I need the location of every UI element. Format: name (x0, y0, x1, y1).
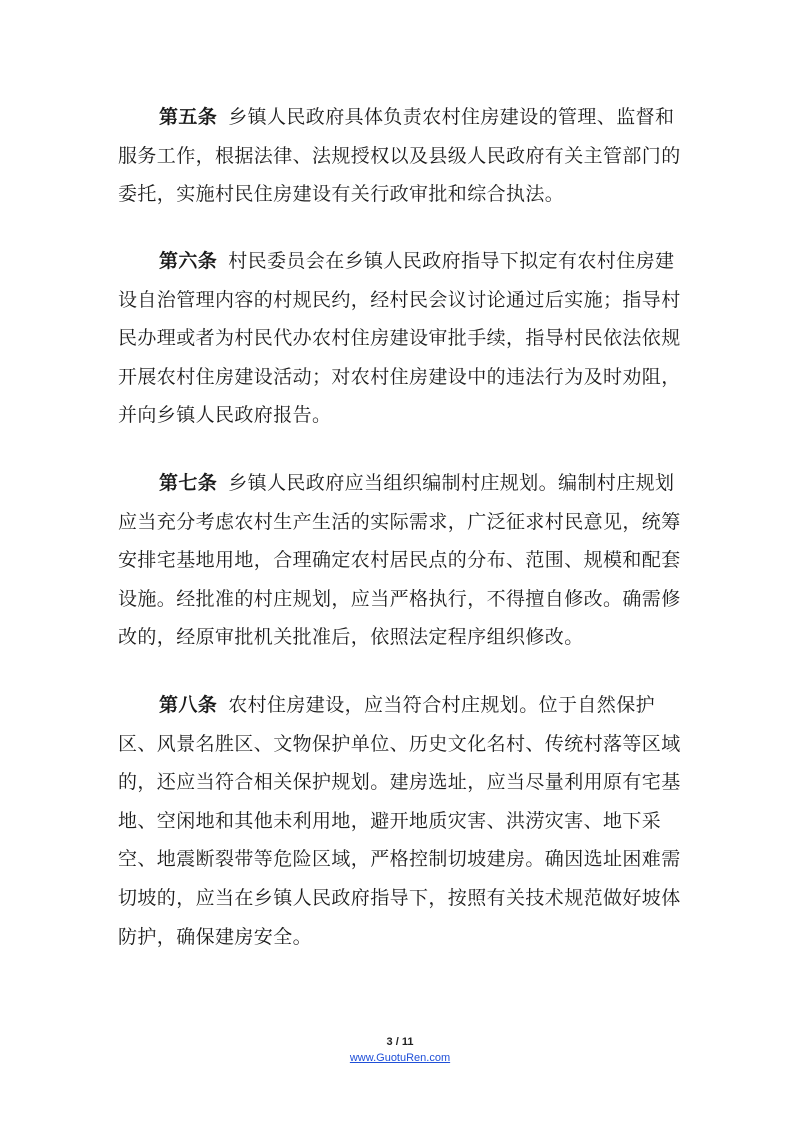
article-5-label: 第五条 (159, 106, 218, 128)
site-link[interactable]: www.GuotuRen.com (349, 1052, 451, 1064)
article-5-text: 乡镇人民政府具体负责农村住房建设的管理、监督和服务工作，根据法律、法规授权以及县级人民政府有关主管部门的委托，实施村民住房建设有关行政审批和综合执法。 (118, 106, 681, 206)
article-5 (118, 98, 688, 214)
article-8-label: 第八条 (159, 694, 218, 716)
page-number: 3 / 11 (386, 1036, 414, 1048)
article-7-label: 第七条 (159, 472, 218, 494)
article-7 (118, 464, 688, 657)
article-8 (118, 686, 688, 956)
article-7-text: 乡镇人民政府应当组织编制村庄规划。编制村庄规划应当充分考虑农村生产生活的实际需求，广泛征求村民意见，统筹安排宅基地用地，合理确定农村居民点的分布、范围、规模和配套设施。经批准的村庄规划，应当严格执行，不得擅自修改。确需修改的，经原审批机关批准后，依照法定程序组织修改。 (118, 472, 681, 649)
article-8-text: 农村住房建设，应当符合村庄规划。位于自然保护区、风景名胜区、文物保护单位、历史文化名村、传统村落等区域的，还应当符合相关保护规划。建房选址，应当尽量利用原有宅基地、空闲地和其他未利用地，避开地质灾害、洪涝灾害、地下采空、地震断裂带等危险区域，严格控制切坡建房。确因选址困难需切坡的，应当在乡镇人民政府指导下，按照有关技术规范做好坡体防护，确保建房安全。 (118, 694, 681, 948)
article-6-label: 第六条 (159, 250, 218, 272)
article-6 (118, 242, 688, 435)
article-6-text: 村民委员会在乡镇人民政府指导下拟定有农村住房建设自治管理内容的村规民约，经村民会议讨论通过后实施；指导村民办理或者为村民代办农村住房建设审批手续，指导村民依法依规开展农村住房建设活动；对农村住房建设中的违法行为及时劝阻，并向乡镇人民政府报告。 (118, 250, 681, 427)
